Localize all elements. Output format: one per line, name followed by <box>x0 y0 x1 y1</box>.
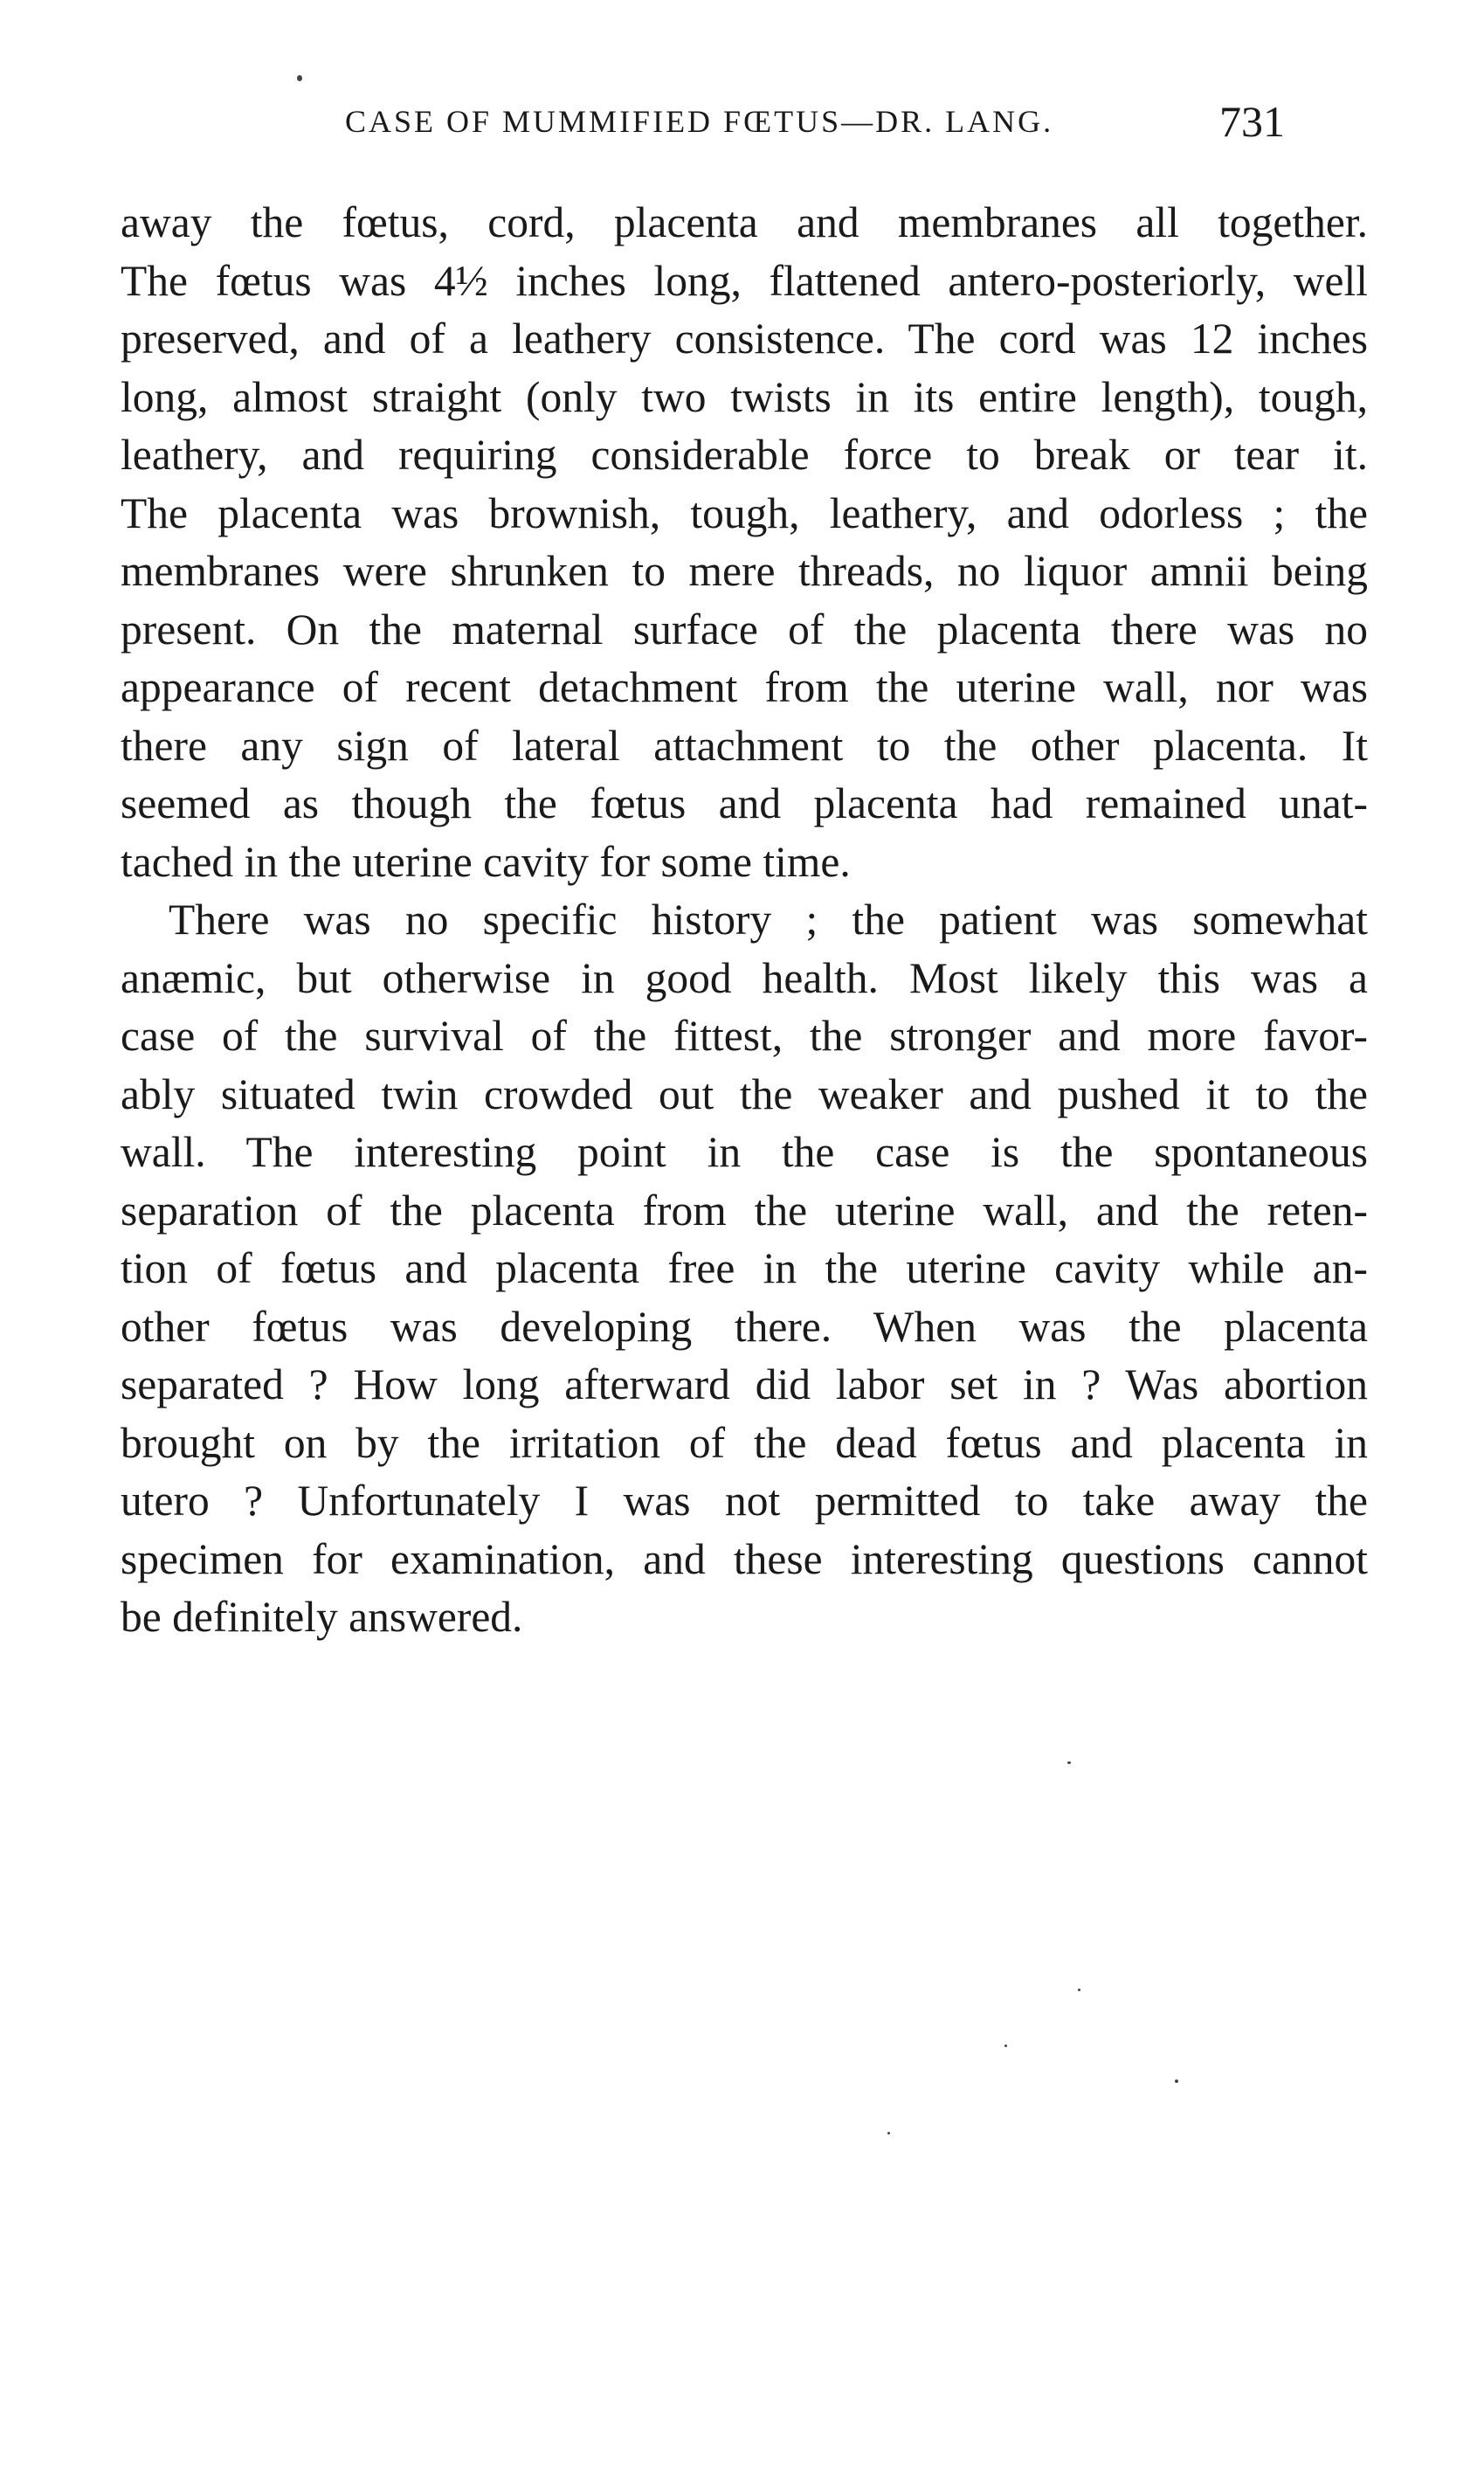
text-line: long, almost straight (only two twists in its entire length), tough, <box>121 372 1368 421</box>
body-text <box>121 194 1368 1647</box>
text-line: There was no specific history ; the patient was somewhat <box>169 896 1368 944</box>
text-line: case of the survival of the fittest, the stronger and more favor- <box>121 1012 1368 1060</box>
scan-speck <box>1175 2079 1178 2083</box>
text-line: membranes were shrunken to mere threads, no liquor amnii being <box>121 547 1368 595</box>
text-line: be definitely answered. <box>121 1593 523 1641</box>
paragraph-1 <box>121 194 1368 891</box>
text-line: tion of fœtus and placenta free in the uterine cavity while an- <box>121 1244 1368 1292</box>
text-line: preserved, and of a leathery consistence. The cord was 12 inches <box>121 315 1368 363</box>
scan-speck <box>1078 1989 1080 1991</box>
text-line: present. On the maternal surface of the placenta there was no <box>121 605 1368 654</box>
text-line: anæmic, but otherwise in good health. Most likely this was a <box>121 953 1368 1002</box>
text-line: The fœtus was 4½ inches long, flattened antero-posteriorly, well <box>121 256 1368 305</box>
page-number: 731 <box>1219 97 1285 146</box>
text-line: tached in the uterine cavity for some time. <box>121 837 851 886</box>
text-line: wall. The interesting point in the case is the spontaneous <box>121 1128 1368 1176</box>
text-line: other fœtus was developing there. When was the placenta <box>121 1302 1368 1351</box>
text-line: leathery, and requiring considerable force to break or tear it. <box>121 431 1368 479</box>
text-line: away the fœtus, cord, placenta and membranes all together. <box>121 198 1368 246</box>
text-line: specimen for examination, and these interesting questions cannot <box>121 1534 1368 1583</box>
text-line: there any sign of lateral attachment to the other placenta. It <box>121 721 1368 770</box>
scan-speck <box>1067 1761 1071 1764</box>
text-line: separation of the placenta from the uterine wall, and the reten- <box>121 1186 1368 1235</box>
text-line: utero ? Unfortunately I was not permitted to take away the <box>121 1477 1368 1525</box>
text-line: brought on by the irritation of the dead fœtus and placenta in <box>121 1418 1368 1467</box>
text-line: ably situated twin crowded out the weaker and pushed it to the <box>121 1069 1368 1118</box>
scan-speck <box>887 2132 890 2135</box>
text-line: The placenta was brownish, tough, leathery, and odorless ; the <box>121 488 1368 537</box>
text-line: appearance of recent detachment from the uterine wall, nor was <box>121 663 1368 711</box>
text-line: separated ? How long afterward did labor set in ? Was abortion <box>121 1360 1368 1408</box>
text-line: seemed as though the fœtus and placenta had remained unat- <box>121 779 1368 827</box>
scan-speck <box>297 75 302 81</box>
scan-speck <box>1004 2045 1007 2047</box>
paragraph-2 <box>121 891 1368 1647</box>
running-head: CASE OF MUMMIFIED FŒTUS—DR. LANG. <box>345 104 1054 139</box>
